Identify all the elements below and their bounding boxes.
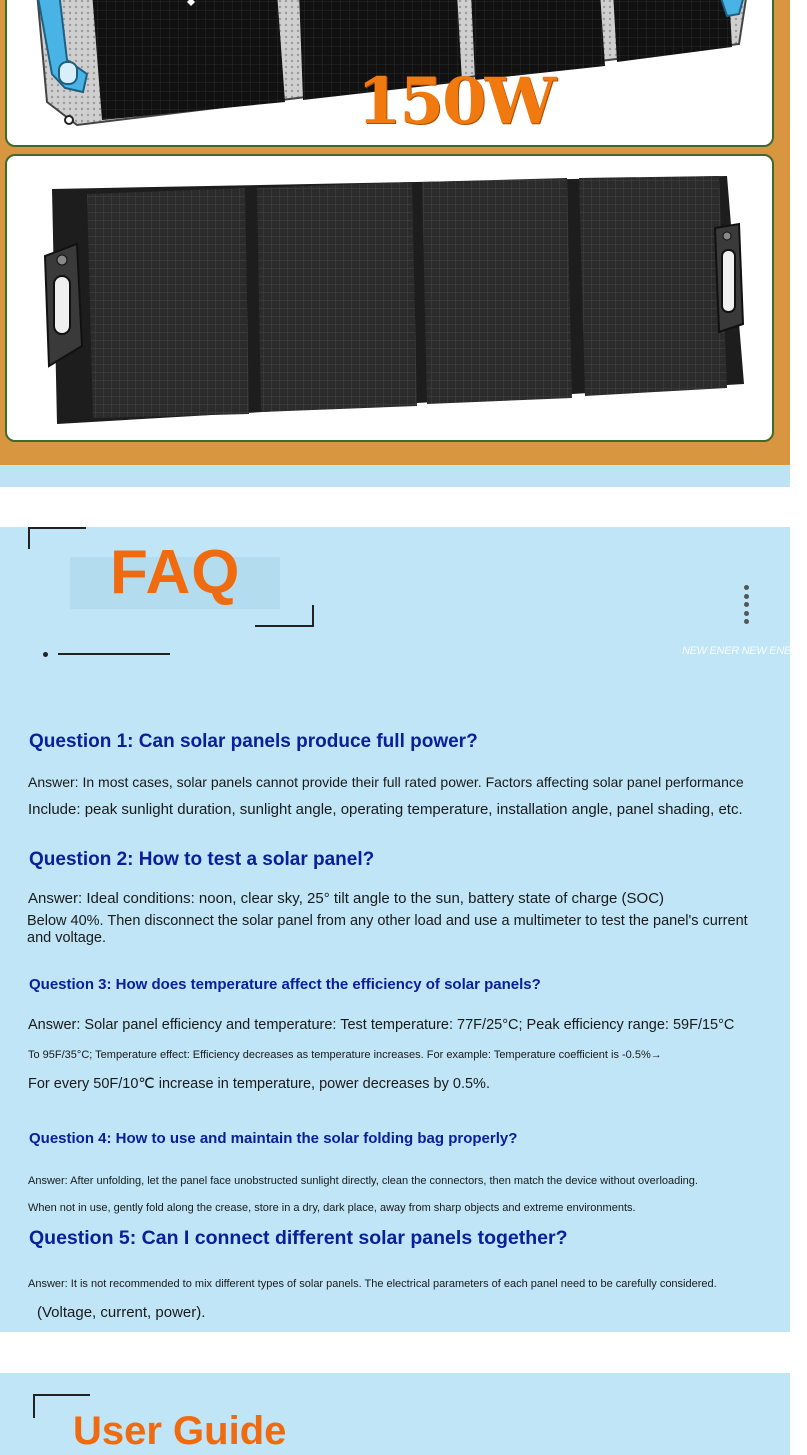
faq-answer-2-line-2: Below 40%. Then disconnect the solar panel from any other load and use a multimeter to test the panel's current and voltage.: [27, 913, 748, 946]
user-guide-section: [0, 1373, 790, 1455]
decorative-underline: [58, 653, 170, 655]
corner-bracket-top-left: [28, 527, 86, 549]
faq-answer-5-line-1: Answer: It is not recommended to mix different types of solar panels. The electrical parameters of each panel need to be carefully considered.: [28, 1278, 717, 1290]
faq-answer-5-line-2: (Voltage, current, power).: [37, 1304, 206, 1321]
faq-answer-3-line-1: Answer: Solar panel efficiency and temperature: Test temperature: 77F/25°C; Peak efficiency range: 59F/15°C: [28, 1017, 735, 1033]
section-divider-strip: [0, 465, 790, 487]
product-section: [0, 0, 790, 487]
faq-question-1: Question 1: Can solar panels produce full power?: [29, 731, 478, 752]
brand-watermark: NEW ENER NEW ENERG: [682, 645, 807, 657]
user-guide-title: User Guide: [73, 1409, 287, 1453]
faq-question-4: Question 4: How to use and maintain the solar folding bag properly?: [29, 1130, 518, 1147]
faq-answer-3-line-3: For every 50F/10℃ increase in temperature, power decreases by 0.5%.: [28, 1076, 490, 1092]
panel-200w-card: [5, 154, 774, 442]
faq-section: [0, 527, 807, 1332]
faq-answer-1-line-2: Include: peak sunlight duration, sunlight angle, operating temperature, installation angle, panel shading, etc.: [28, 801, 743, 818]
faq-title: FAQ: [110, 538, 241, 607]
corner-bracket-bottom-right: [255, 605, 314, 627]
faq-question-2: Question 2: How to test a solar panel?: [29, 849, 375, 870]
decorative-dot: [43, 652, 48, 657]
faq-question-3: Question 3: How does temperature affect the efficiency of solar panels?: [29, 976, 541, 993]
faq-question-5: Question 5: Can I connect different solar panels together?: [29, 1227, 568, 1249]
panel-200w-illustration: [7, 156, 776, 444]
faq-answer-1-line-1: Answer: In most cases, solar panels cannot provide their full rated power. Factors affecting solar panel performance: [28, 774, 744, 790]
faq-answer-2-line-1: Answer: Ideal conditions: noon, clear sky, 25° tilt angle to the sun, battery state of charge (SOC): [28, 890, 665, 907]
panel-150w-label: 150W: [357, 64, 555, 139]
faq-answer-4-line-1: Answer: After unfolding, let the panel face unobstructed sunlight directly, clean the connectors, then match the device without overloading.: [28, 1175, 698, 1187]
vertical-dots-icon: [744, 585, 750, 627]
faq-answer-3-line-2: To 95F/35°C; Temperature effect: Efficiency decreases as temperature increases. For example: Temperature coefficient is -0.5%→: [28, 1049, 662, 1061]
faq-answer-4-line-2: When not in use, gently fold along the crease, store in a dry, dark place, away from sharp objects and extreme environments.: [28, 1202, 636, 1214]
panel-150w-card: [5, 0, 774, 147]
